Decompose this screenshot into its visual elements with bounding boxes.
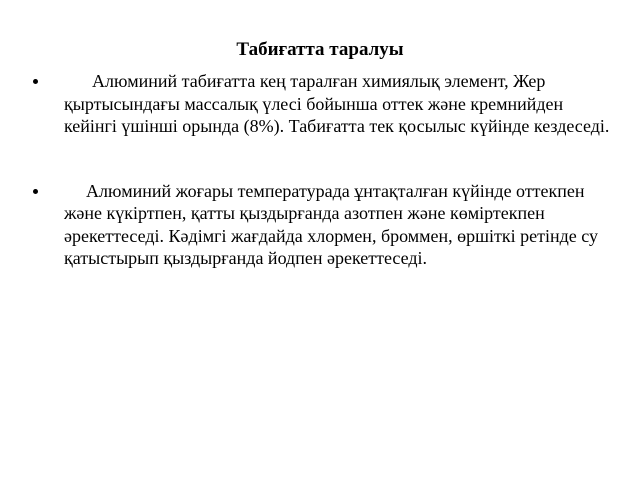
bullet-item-1 <box>0 70 640 138</box>
bullet-dot-icon <box>33 79 38 84</box>
bullet-item-2 <box>0 180 640 270</box>
bullet-text-2-content: Алюминий жоғары температурада ұнтақталған күйінде оттекпен және күкіртпен, қатты қыздырғанда азотпен және көміртекпен әрекеттеседі. Кәдімгі жағдайда хлормен, броммен, өршіткі ретінде су қатыстырып қыздырғанда йодпен әрекеттеседі. <box>64 180 599 268</box>
bullet-text-2 <box>64 180 610 270</box>
bullet-list <box>0 70 640 270</box>
bullet-text-1-content: Алюминий табиғатта кең таралған химиялық элемент, Жер қыртысындағы массалық үлесі бойынша оттек және кремнийден кейінгі үшінші орында (8%). Табиғатта тек қосылыс күйінде кездеседі. <box>64 71 610 136</box>
slide-title: Табиғатта таралуы <box>236 39 404 60</box>
bullet-text-1 <box>64 70 610 138</box>
bullet-dot-icon <box>33 189 38 194</box>
